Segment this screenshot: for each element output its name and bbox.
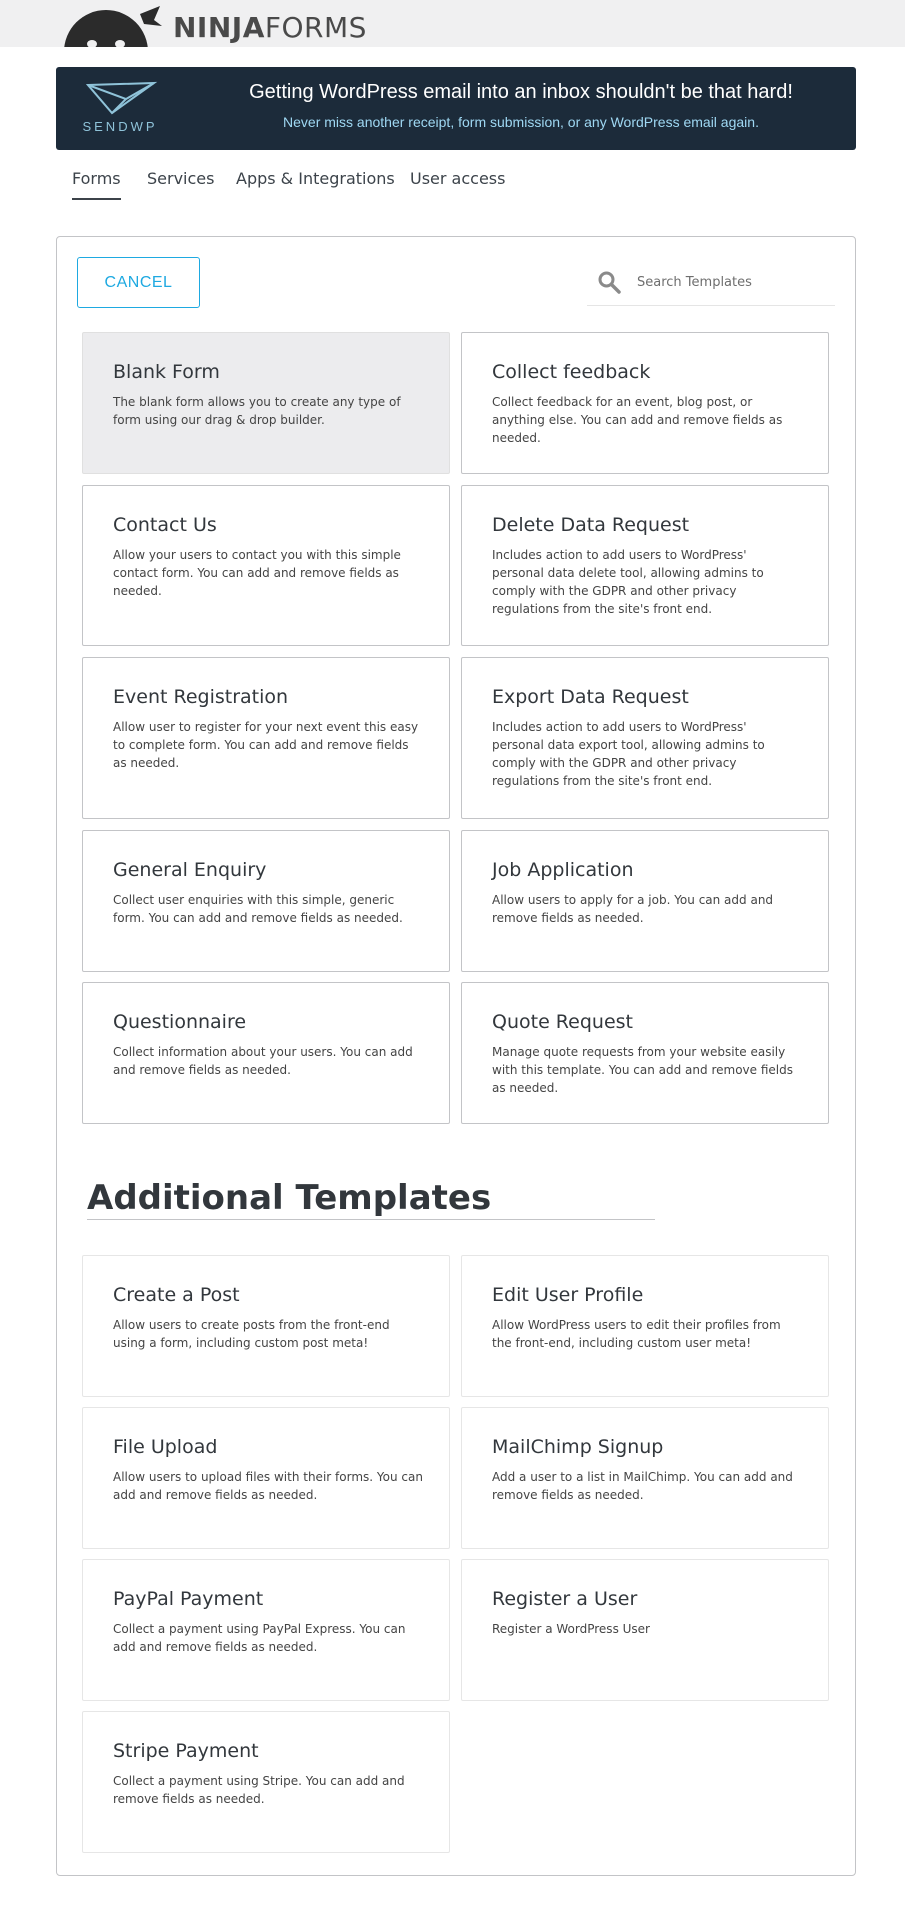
banner-subtitle: Never miss another receipt, form submission, or any WordPress email again.: [283, 114, 759, 130]
search-icon: [597, 270, 621, 294]
template-title: Questionnaire: [113, 1011, 247, 1033]
template-desc: Manage quote requests from your website easily with this template. You can add and remove fields as needed.: [492, 1045, 793, 1095]
brand-light: FORMS: [264, 11, 367, 44]
template-card-questionnaire[interactable]: [82, 982, 450, 1124]
tab-bar: [56, 168, 856, 202]
template-title: Register a User: [492, 1588, 638, 1610]
template-desc: Includes action to add users to WordPress' personal data delete tool, allowing admins to comply with the GDPR and other privacy regulations from the site's front end.: [492, 548, 764, 616]
search-input[interactable]: [635, 267, 829, 297]
template-title: Blank Form: [113, 361, 220, 383]
template-desc: Collect user enquiries with this simple, generic form. You can add and remove fields as needed.: [113, 893, 403, 925]
template-title: Collect feedback: [492, 361, 651, 383]
template-desc: Allow users to create posts from the front-end using a form, including custom post meta!: [113, 1318, 390, 1350]
template-desc: Add a user to a list in MailChimp. You can add and remove fields as needed.: [492, 1470, 793, 1502]
template-card-collect-feedback[interactable]: [461, 332, 829, 474]
template-desc: Allow user to register for your next event this easy to complete form. You can add and remove fields as needed.: [113, 720, 419, 770]
template-title: File Upload: [113, 1436, 218, 1458]
template-card-delete-data-request[interactable]: [461, 485, 829, 646]
template-title: Edit User Profile: [492, 1284, 644, 1306]
banner-title: Getting WordPress email into an inbox shouldn't be that hard!: [249, 81, 793, 103]
template-card-quote-request[interactable]: [461, 982, 829, 1124]
template-title: Event Registration: [113, 686, 289, 708]
template-card-job-application[interactable]: [461, 830, 829, 972]
template-desc: Includes action to add users to WordPress' personal data export tool, allowing admins to comply with the GDPR and other privacy regulations from the site's front end.: [492, 720, 765, 788]
template-desc: Allow your users to contact you with this simple contact form. You can add and remove fields as needed.: [113, 548, 401, 598]
template-card-event-registration[interactable]: [82, 657, 450, 819]
template-desc: Collect information about your users. You can add and remove fields as needed.: [113, 1045, 413, 1077]
template-title: General Enquiry: [113, 859, 267, 881]
templates-panel: [56, 236, 856, 1876]
search-box: [587, 257, 835, 306]
template-title: Contact Us: [113, 514, 217, 536]
tab-user-access[interactable]: User access: [410, 169, 506, 188]
template-title: Quote Request: [492, 1011, 633, 1033]
template-title: Delete Data Request: [492, 514, 690, 536]
template-card-blank-form[interactable]: [82, 332, 450, 474]
brand-bold: NINJA: [173, 11, 265, 44]
top-header: [0, 0, 905, 47]
template-card-general-enquiry[interactable]: [82, 830, 450, 972]
template-desc: The blank form allows you to create any type of form using our drag & drop builder.: [113, 395, 401, 427]
sendwp-logo-text: SENDWP: [82, 119, 158, 134]
cancel-button[interactable]: CANCEL: [77, 257, 200, 308]
template-card-mailchimp-signup[interactable]: [461, 1407, 829, 1549]
template-title: Create a Post: [113, 1284, 240, 1306]
sendwp-banner[interactable]: [56, 67, 856, 150]
additional-templates-heading: Additional Templates: [87, 1177, 655, 1220]
template-title: Job Application: [492, 859, 634, 881]
template-card-stripe-payment[interactable]: [82, 1711, 450, 1853]
template-desc: Collect a payment using PayPal Express. You can add and remove fields as needed.: [113, 1622, 406, 1654]
template-desc: Allow users to apply for a job. You can add and remove fields as needed.: [492, 893, 774, 925]
template-title: Export Data Request: [492, 686, 689, 708]
template-card-create-a-post[interactable]: [82, 1255, 450, 1397]
template-card-file-upload[interactable]: [82, 1407, 450, 1549]
tab-apps-integrations[interactable]: Apps & Integrations: [236, 169, 395, 188]
template-desc: Allow users to upload files with their forms. You can add and remove fields as needed.: [113, 1470, 423, 1502]
template-title: MailChimp Signup: [492, 1436, 664, 1458]
template-desc: Collect a payment using Stripe. You can add and remove fields as needed.: [113, 1774, 405, 1806]
brand-name: [173, 8, 367, 47]
template-card-edit-user-profile[interactable]: [461, 1255, 829, 1397]
template-title: PayPal Payment: [113, 1588, 264, 1610]
template-desc: Collect feedback for an event, blog post, or anything else. You can add and remove fields as needed.: [492, 395, 783, 445]
tab-forms[interactable]: Forms: [72, 168, 121, 200]
tab-services[interactable]: Services: [147, 169, 215, 188]
template-desc: Register a WordPress User: [492, 1622, 650, 1636]
ninja-logo-icon: [62, 0, 162, 47]
template-card-contact-us[interactable]: [82, 485, 450, 646]
template-title: Stripe Payment: [113, 1740, 259, 1762]
template-card-register-a-user[interactable]: [461, 1559, 829, 1701]
template-card-export-data-request[interactable]: [461, 657, 829, 819]
template-card-paypal-payment[interactable]: [82, 1559, 450, 1701]
template-desc: Allow WordPress users to edit their profiles from the front-end, including custom user meta!: [492, 1318, 781, 1350]
